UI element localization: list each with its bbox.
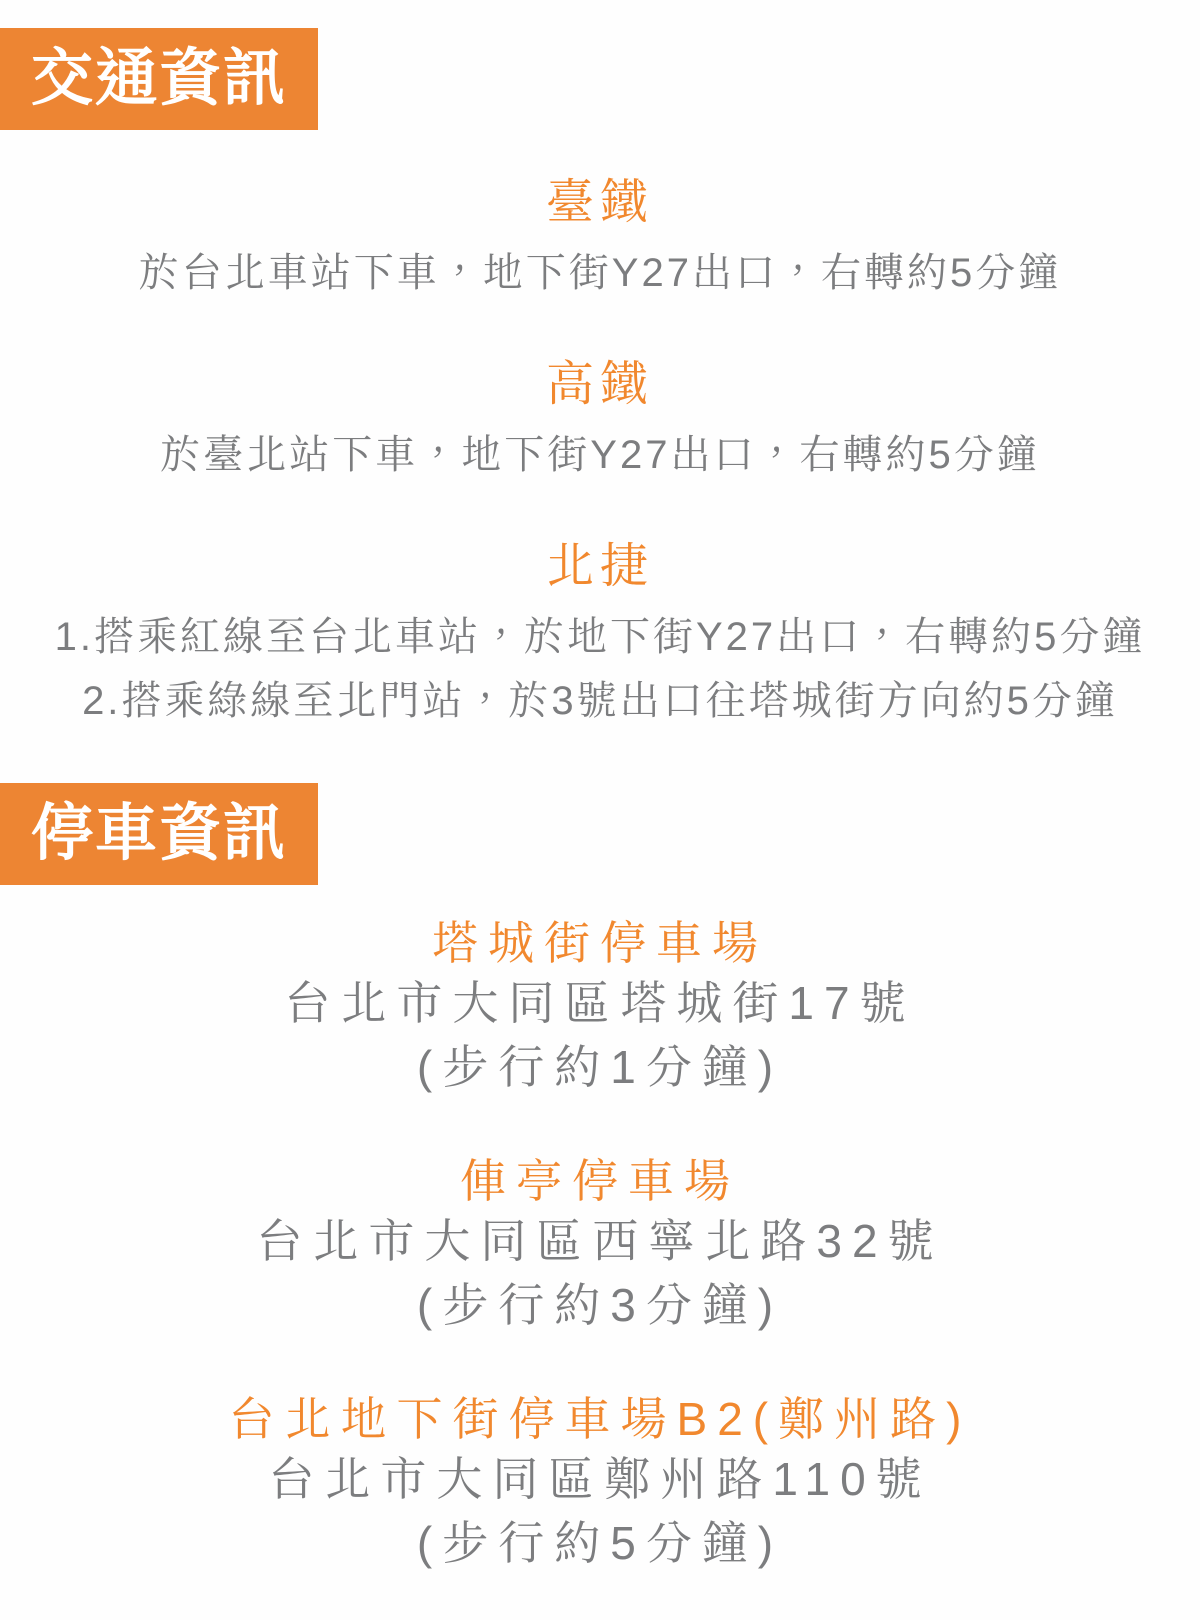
tra-directions: 於台北車站下車，地下街Y27出口，右轉約5分鐘 <box>138 251 1062 295</box>
traffic-group-metro <box>0 539 1200 733</box>
hsr-title: 高鐵 <box>545 358 654 411</box>
parking-info-section <box>0 783 1200 1575</box>
tra-title: 臺鐵 <box>545 176 654 229</box>
parking-lot-tacheng-street <box>0 915 1200 1099</box>
traffic-info-section <box>0 28 1200 733</box>
lot-name: 台北地下街停車場B2(鄭州路) <box>228 1393 972 1445</box>
lot-name: 塔城街停車場 <box>432 917 768 969</box>
lot-walk-time: (步行約5分鐘) <box>416 1517 784 1569</box>
traffic-group-tra <box>0 175 1200 305</box>
metro-title: 北捷 <box>545 540 654 593</box>
parking-lot-taipei-underground-b2 <box>0 1391 1200 1575</box>
lot-address: 台北市大同區塔城街17號 <box>284 977 916 1029</box>
parking-info-badge-label: 停車資訊 <box>30 799 287 868</box>
lot-address: 台北市大同區鄭州路110號 <box>268 1453 932 1505</box>
traffic-info-badge <box>0 28 318 130</box>
parking-info-badge <box>0 783 318 885</box>
traffic-group-hsr <box>0 357 1200 487</box>
lot-walk-time: (步行約1分鐘) <box>416 1041 784 1093</box>
lot-address: 台北市大同區西寧北路32號 <box>256 1215 944 1267</box>
traffic-info-badge-label: 交通資訊 <box>30 44 287 113</box>
metro-directions-red-line: 1.搭乘紅線至台北車站，於地下街Y27出口，右轉約5分鐘 <box>54 615 1146 659</box>
lot-name: 俥亭停車場 <box>460 1155 740 1207</box>
parking-lot-cheting <box>0 1153 1200 1337</box>
traffic-groups <box>0 175 1200 733</box>
hsr-directions: 於臺北站下車，地下街Y27出口，右轉約5分鐘 <box>160 433 1040 477</box>
metro-directions-green-line: 2.搭乘綠線至北門站，於3號出口往塔城街方向約5分鐘 <box>82 679 1118 723</box>
lot-walk-time: (步行約3分鐘) <box>416 1279 784 1331</box>
parking-lots <box>0 915 1200 1575</box>
